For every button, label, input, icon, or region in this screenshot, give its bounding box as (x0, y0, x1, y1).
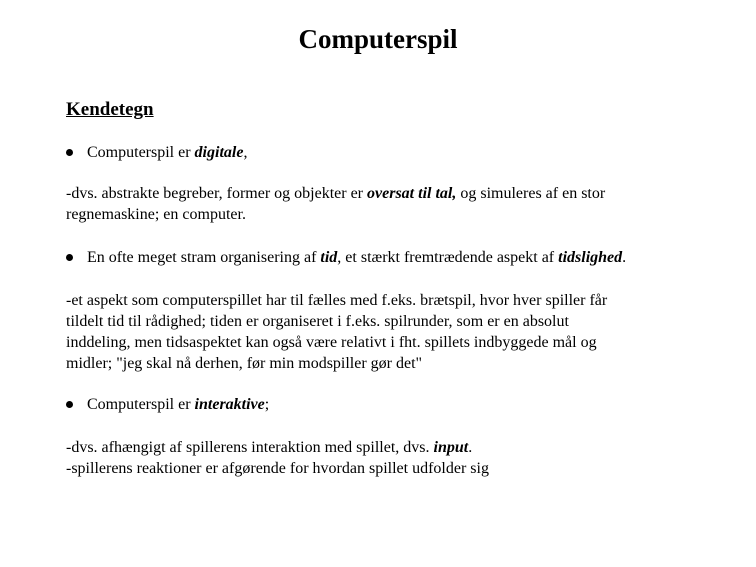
paragraph-interactive (66, 437, 706, 479)
text-pre: -dvs. abstrakte begreber, former og objekter er (66, 185, 368, 202)
paragraph-line: -et aspekt som computerspillet har til fælles med f.eks. brætspil, hvor hver spiller får (66, 292, 608, 309)
bullet-time (66, 248, 626, 268)
text-pre: -dvs. afhængigt af spillerens interaktion med spillet, dvs. (66, 439, 434, 456)
paragraph-line: regnemaskine; en computer. (66, 206, 246, 223)
section-heading: Kendetegn (66, 99, 154, 120)
paragraph-line (66, 437, 706, 458)
bullet-text-post: ; (264, 396, 270, 413)
page-title: Computerspil (298, 24, 458, 54)
bullet-text-post: . (622, 249, 627, 266)
text-post: . (468, 439, 473, 456)
bullet-text-emphasis: interaktive (194, 396, 265, 413)
paragraph-line: inddeling, men tidsaspektet kan også være relativt i fht. spillets indbyggede mål og (66, 334, 597, 351)
paragraph-line: -spillerens reaktioner er afgørende for hvordan spillet udfolder sig (66, 460, 489, 477)
bullet-icon (66, 401, 73, 408)
paragraph-line: tildelt tid til rådighed; tiden er organiseret i f.eks. spilrunder, som er en absolut (66, 313, 569, 330)
bullet-text-emphasis: digitale (194, 144, 244, 161)
bullet-text-pre: Computerspil er (87, 396, 195, 413)
paragraph-line (66, 183, 706, 204)
bullet-digital (66, 143, 247, 163)
bullet-text-pre: Computerspil er (87, 144, 195, 161)
bullet-text-emphasis: tidslighed (558, 249, 623, 266)
paragraph-digital (66, 183, 706, 225)
bullet-icon (66, 254, 73, 261)
paragraph-time (66, 290, 706, 374)
bullet-icon (66, 149, 73, 156)
bullet-text-post: , (243, 144, 248, 161)
text-post: og simuleres af en stor (456, 185, 606, 202)
bullet-text-mid: , et stærkt fremtrædende aspekt af (337, 249, 559, 266)
text-emphasis: input (433, 439, 469, 456)
text-emphasis: oversat til tal, (367, 185, 457, 202)
paragraph-line: midler; "jeg skal nå derhen, før min modspiller gør det" (66, 355, 423, 372)
bullet-text-emphasis: tid (320, 249, 338, 266)
bullet-interactive (66, 395, 269, 415)
bullet-text-pre: En ofte meget stram organisering af (87, 249, 321, 266)
